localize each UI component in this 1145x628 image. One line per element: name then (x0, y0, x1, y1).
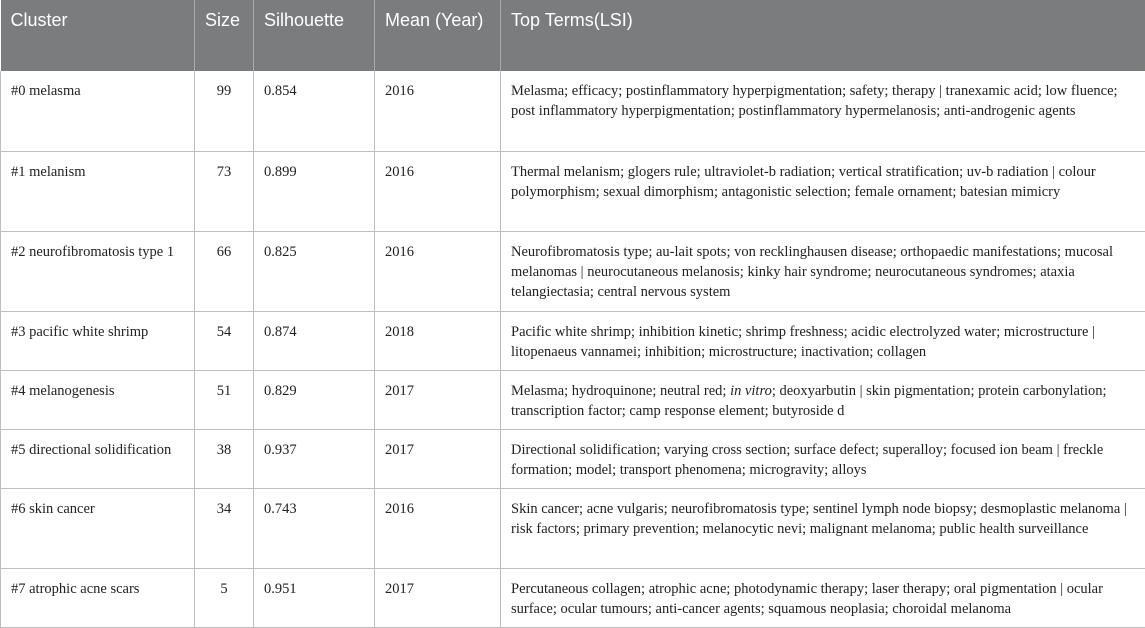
cell-size: 5 (195, 568, 254, 627)
cell-year: 2016 (375, 488, 501, 568)
table-row (1, 488, 1145, 568)
table-row (1, 568, 1145, 627)
cell-size: 73 (195, 151, 254, 231)
cell-cluster: #0 melasma (1, 71, 195, 151)
cell-year: 2016 (375, 71, 501, 151)
terms-text: ; deoxyarbutin | skin pigmentation; protein carbonylation; transcription factor; camp response element; butyroside d (511, 383, 1107, 419)
cell-silhouette: 0.874 (254, 311, 375, 370)
table-header (1, 0, 1145, 71)
table-row (1, 151, 1145, 231)
cell-year: 2016 (375, 231, 501, 311)
cell-silhouette: 0.743 (254, 488, 375, 568)
cell-year: 2017 (375, 429, 501, 488)
cell-year: 2017 (375, 568, 501, 627)
cell-year: 2016 (375, 151, 501, 231)
cell-silhouette: 0.951 (254, 568, 375, 627)
cell-terms: Melasma; efficacy; postinflammatory hyperpigmentation; safety; therapy | tranexamic acid; low fluence; post inflammatory hyperpigmentation; postinflammatory hypermelanosis; anti-androgenic agents (501, 71, 1145, 151)
cell-terms: Skin cancer; acne vulgaris; neurofibromatosis type; sentinel lymph node biopsy; desmoplastic melanoma | risk factors; primary prevention; melanocytic nevi; malignant melanoma; public health surveillance (501, 488, 1145, 568)
cell-size: 51 (195, 370, 254, 429)
cell-silhouette: 0.854 (254, 71, 375, 151)
cell-year: 2018 (375, 311, 501, 370)
cell-terms: Directional solidification; varying cross section; surface defect; superalloy; focused ion beam | freckle formation; model; transport phenomena; microgravity; alloys (501, 429, 1145, 488)
cell-cluster: #4 melanogenesis (1, 370, 195, 429)
cell-size: 99 (195, 71, 254, 151)
cell-cluster: #1 melanism (1, 151, 195, 231)
cell-year: 2017 (375, 370, 501, 429)
cell-cluster: #5 directional solidification (1, 429, 195, 488)
header-size: Size (195, 0, 254, 71)
cell-cluster: #3 pacific white shrimp (1, 311, 195, 370)
cell-terms: Thermal melanism; glogers rule; ultraviolet-b radiation; vertical stratification; uv-b radiation | colour polymorphism; sexual dimorphism; antagonistic selection; female ornament; batesian mimicry (501, 151, 1145, 231)
cell-size: 38 (195, 429, 254, 488)
cell-terms: Pacific white shrimp; inhibition kinetic; shrimp freshness; acidic electrolyzed water; microstructure | litopenaeus vannamei; inhibition; microstructure; inactivation; collagen (501, 311, 1145, 370)
cell-silhouette: 0.825 (254, 231, 375, 311)
header-mean-year: Mean (Year) (375, 0, 501, 71)
table-row (1, 429, 1145, 488)
table-body (1, 71, 1145, 627)
cell-silhouette: 0.937 (254, 429, 375, 488)
cell-terms: Percutaneous collagen; atrophic acne; photodynamic therapy; laser therapy; oral pigmentation | ocular surface; ocular tumours; anti-cancer agents; squamous neoplasia; choroidal melanoma (501, 568, 1145, 627)
header-cluster: Cluster (1, 0, 195, 71)
terms-text: Melasma; hydroquinone; neutral red; (511, 383, 730, 399)
cell-silhouette: 0.829 (254, 370, 375, 429)
cell-cluster: #6 skin cancer (1, 488, 195, 568)
header-row (1, 0, 1145, 71)
cell-size: 34 (195, 488, 254, 568)
table-row (1, 370, 1145, 429)
header-top-terms: Top Terms(LSI) (501, 0, 1145, 71)
cell-terms: Neurofibromatosis type; au-lait spots; von recklinghausen disease; orthopaedic manifestations; mucosal melanomas | neurocutaneous melanosis; kinky hair syndrome; neurocutaneous syndromes; ataxia telangiectasia; central nervous system (501, 231, 1145, 311)
cell-size: 54 (195, 311, 254, 370)
cell-cluster: #2 neurofibromatosis type 1 (1, 231, 195, 311)
table-row (1, 311, 1145, 370)
cell-terms (501, 370, 1145, 429)
header-silhouette: Silhouette (254, 0, 375, 71)
cell-cluster: #7 atrophic acne scars (1, 568, 195, 627)
table-row (1, 71, 1145, 151)
cell-size: 66 (195, 231, 254, 311)
cell-silhouette: 0.899 (254, 151, 375, 231)
terms-italic-text: in vitro (730, 383, 772, 399)
table-row (1, 231, 1145, 311)
